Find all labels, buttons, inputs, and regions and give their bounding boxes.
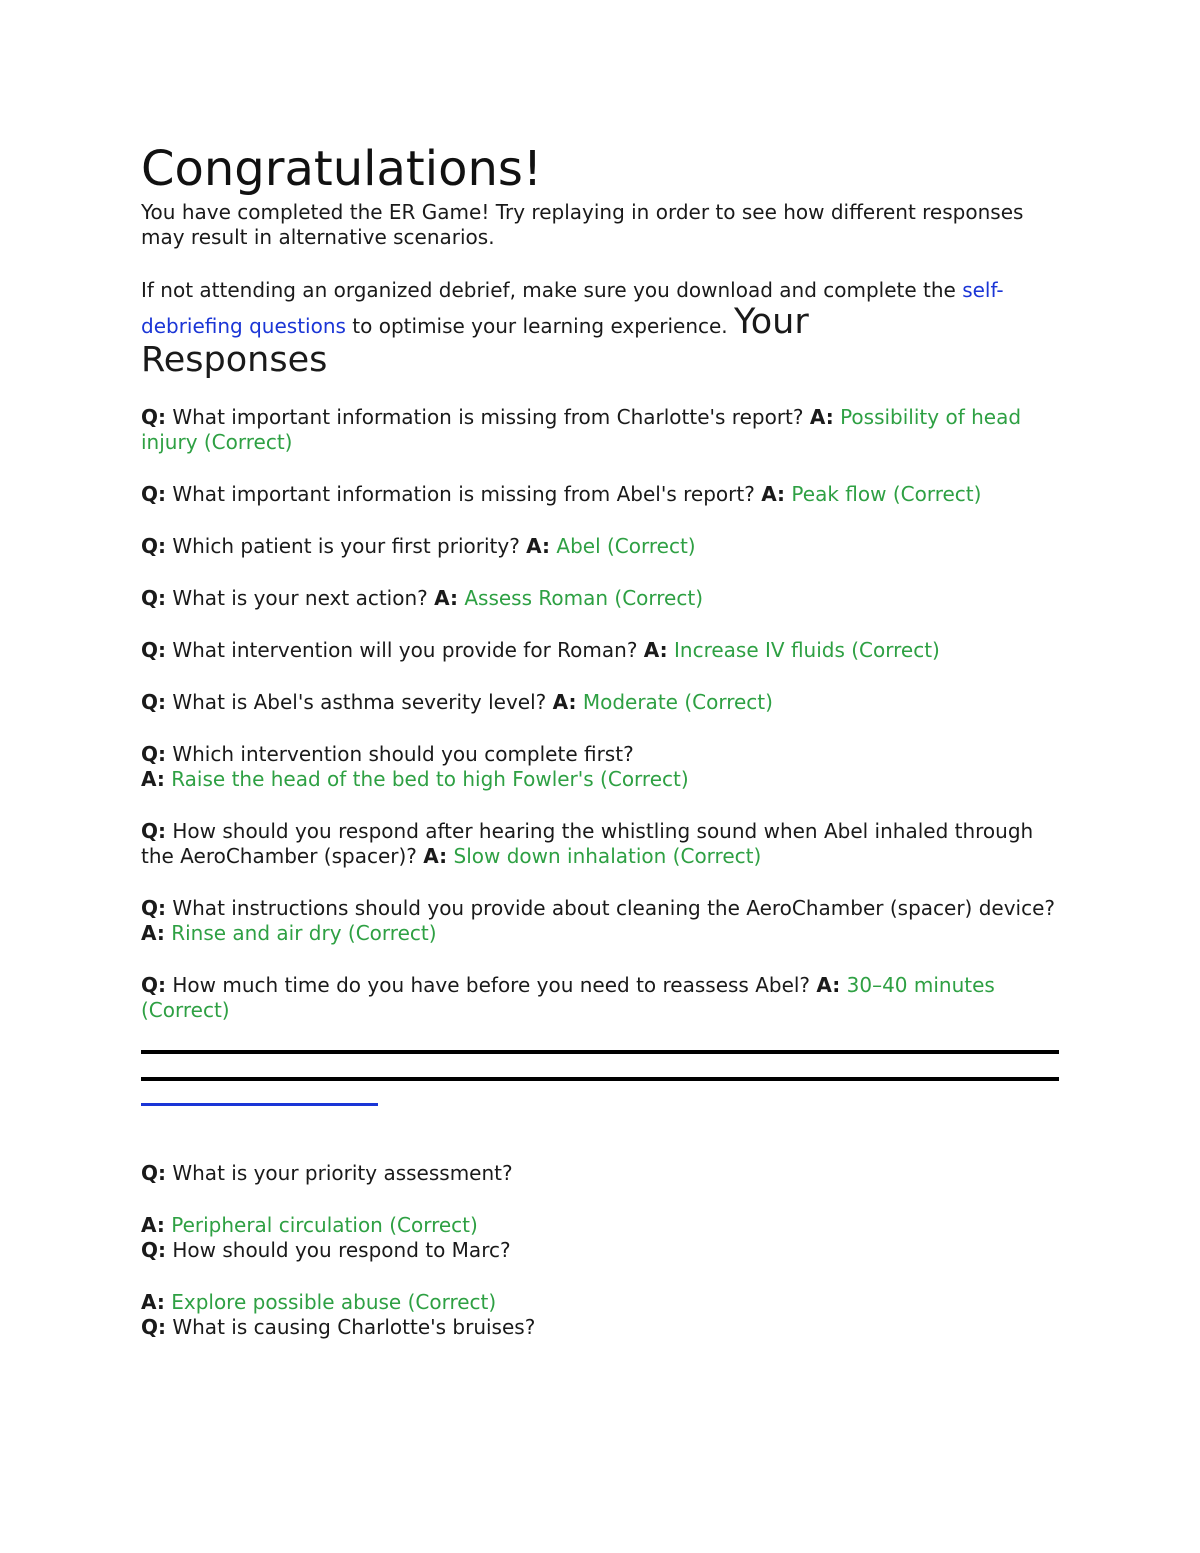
answer-text: Slow down inhalation (Correct) xyxy=(453,844,762,868)
question-text: What instructions should you provide about cleaning the AeroChamber (spacer) device? xyxy=(172,896,1056,920)
answer-text: Explore possible abuse (Correct) xyxy=(171,1290,497,1314)
question-label: Q: xyxy=(141,638,166,662)
question-label: Q: xyxy=(141,973,166,997)
question-label: Q: xyxy=(141,896,166,920)
question-label: Q: xyxy=(141,482,166,506)
response-item xyxy=(141,896,1060,946)
debrief-text-before: If not attending an organized debrief, make sure you download and complete the xyxy=(141,278,956,302)
section-title-your: Your xyxy=(734,302,809,342)
question-label: Q: xyxy=(141,405,166,429)
question-text: What is causing Charlotte's bruises? xyxy=(172,1315,536,1339)
question-text: What is your priority assessment? xyxy=(172,1161,513,1185)
response-item xyxy=(141,534,1060,559)
answer-text: Assess Roman (Correct) xyxy=(464,586,703,610)
response-item xyxy=(141,742,1060,767)
response-question xyxy=(141,1238,1060,1263)
answer-text: Peak flow (Correct) xyxy=(791,482,982,506)
separator-rule xyxy=(141,1077,1059,1081)
response-answer-line xyxy=(141,1290,1060,1315)
answer-text: Moderate (Correct) xyxy=(582,690,773,714)
question-label: Q: xyxy=(141,1161,166,1185)
answer-label: A: xyxy=(552,690,577,714)
answer-text: 30–40 minutes (Correct) xyxy=(141,973,995,1022)
question-text: Which patient is your first priority? xyxy=(172,534,520,558)
answer-label: A: xyxy=(809,405,834,429)
answer-text: Rinse and air dry (Correct) xyxy=(171,921,437,945)
response-item xyxy=(141,973,1060,1023)
question-label: Q: xyxy=(141,819,166,843)
question-label: Q: xyxy=(141,742,166,766)
answer-text: Raise the head of the bed to high Fowler's (Correct) xyxy=(171,767,689,791)
response-item xyxy=(141,405,1060,455)
question-text: What is your next action? xyxy=(172,586,428,610)
question-text: What is Abel's asthma severity level? xyxy=(172,690,547,714)
intro-paragraph: You have completed the ER Game! Try replaying in order to see how different responses may result in alternative scenarios. xyxy=(141,200,1024,249)
response-item xyxy=(141,638,1060,663)
question-text: What important information is missing from Charlotte's report? xyxy=(172,405,804,429)
answer-text: Increase IV fluids (Correct) xyxy=(674,638,940,662)
separator-rules xyxy=(141,1050,1060,1106)
question-label: Q: xyxy=(141,1315,166,1339)
second-response-section xyxy=(141,1161,1060,1340)
link-underline-rule xyxy=(141,1103,378,1106)
response-item xyxy=(141,690,1060,715)
answer-text: Abel (Correct) xyxy=(556,534,696,558)
question-label: Q: xyxy=(141,690,166,714)
answer-label: A: xyxy=(423,844,448,868)
response-item xyxy=(141,482,1060,507)
debrief-text-after: to optimise your learning experience. xyxy=(352,314,728,338)
response-item xyxy=(141,586,1060,611)
answer-label: A: xyxy=(434,586,458,610)
question-text: What important information is missing from Abel's report? xyxy=(172,482,755,506)
separator-rule xyxy=(141,1050,1059,1054)
response-question xyxy=(141,1161,1060,1186)
answer-label: A: xyxy=(141,1213,165,1237)
question-text: How should you respond to Marc? xyxy=(172,1238,511,1262)
self-debriefing-link[interactable]: self-debriefing questions xyxy=(141,278,1004,338)
question-label: Q: xyxy=(141,534,166,558)
question-text: How much time do you have before you need to reassess Abel? xyxy=(172,973,811,997)
answer-label: A: xyxy=(141,1290,165,1314)
question-text: Which intervention should you complete first? xyxy=(172,742,634,766)
answer-label: A: xyxy=(761,482,786,506)
debrief-paragraph xyxy=(141,278,1060,341)
response-answer-line xyxy=(141,1213,1060,1238)
answer-label: A: xyxy=(643,638,668,662)
answer-text: Possibility of head injury (Correct) xyxy=(141,405,1022,454)
answer-label: A: xyxy=(526,534,551,558)
page-title: Congratulations! xyxy=(141,141,543,197)
answer-label: A: xyxy=(141,921,165,945)
response-answer-line xyxy=(141,767,1060,792)
question-label: Q: xyxy=(141,586,166,610)
question-text: What intervention will you provide for Roman? xyxy=(172,638,638,662)
question-label: Q: xyxy=(141,1238,166,1262)
response-question xyxy=(141,1315,1060,1340)
section-title-responses: Responses xyxy=(141,340,328,380)
answer-text: Peripheral circulation (Correct) xyxy=(171,1213,478,1237)
question-text: How should you respond after hearing the whistling sound when Abel inhaled through the AeroChamber (spacer)? xyxy=(141,819,1034,868)
answer-label: A: xyxy=(816,973,841,997)
answer-label: A: xyxy=(141,767,165,791)
response-item xyxy=(141,819,1060,869)
